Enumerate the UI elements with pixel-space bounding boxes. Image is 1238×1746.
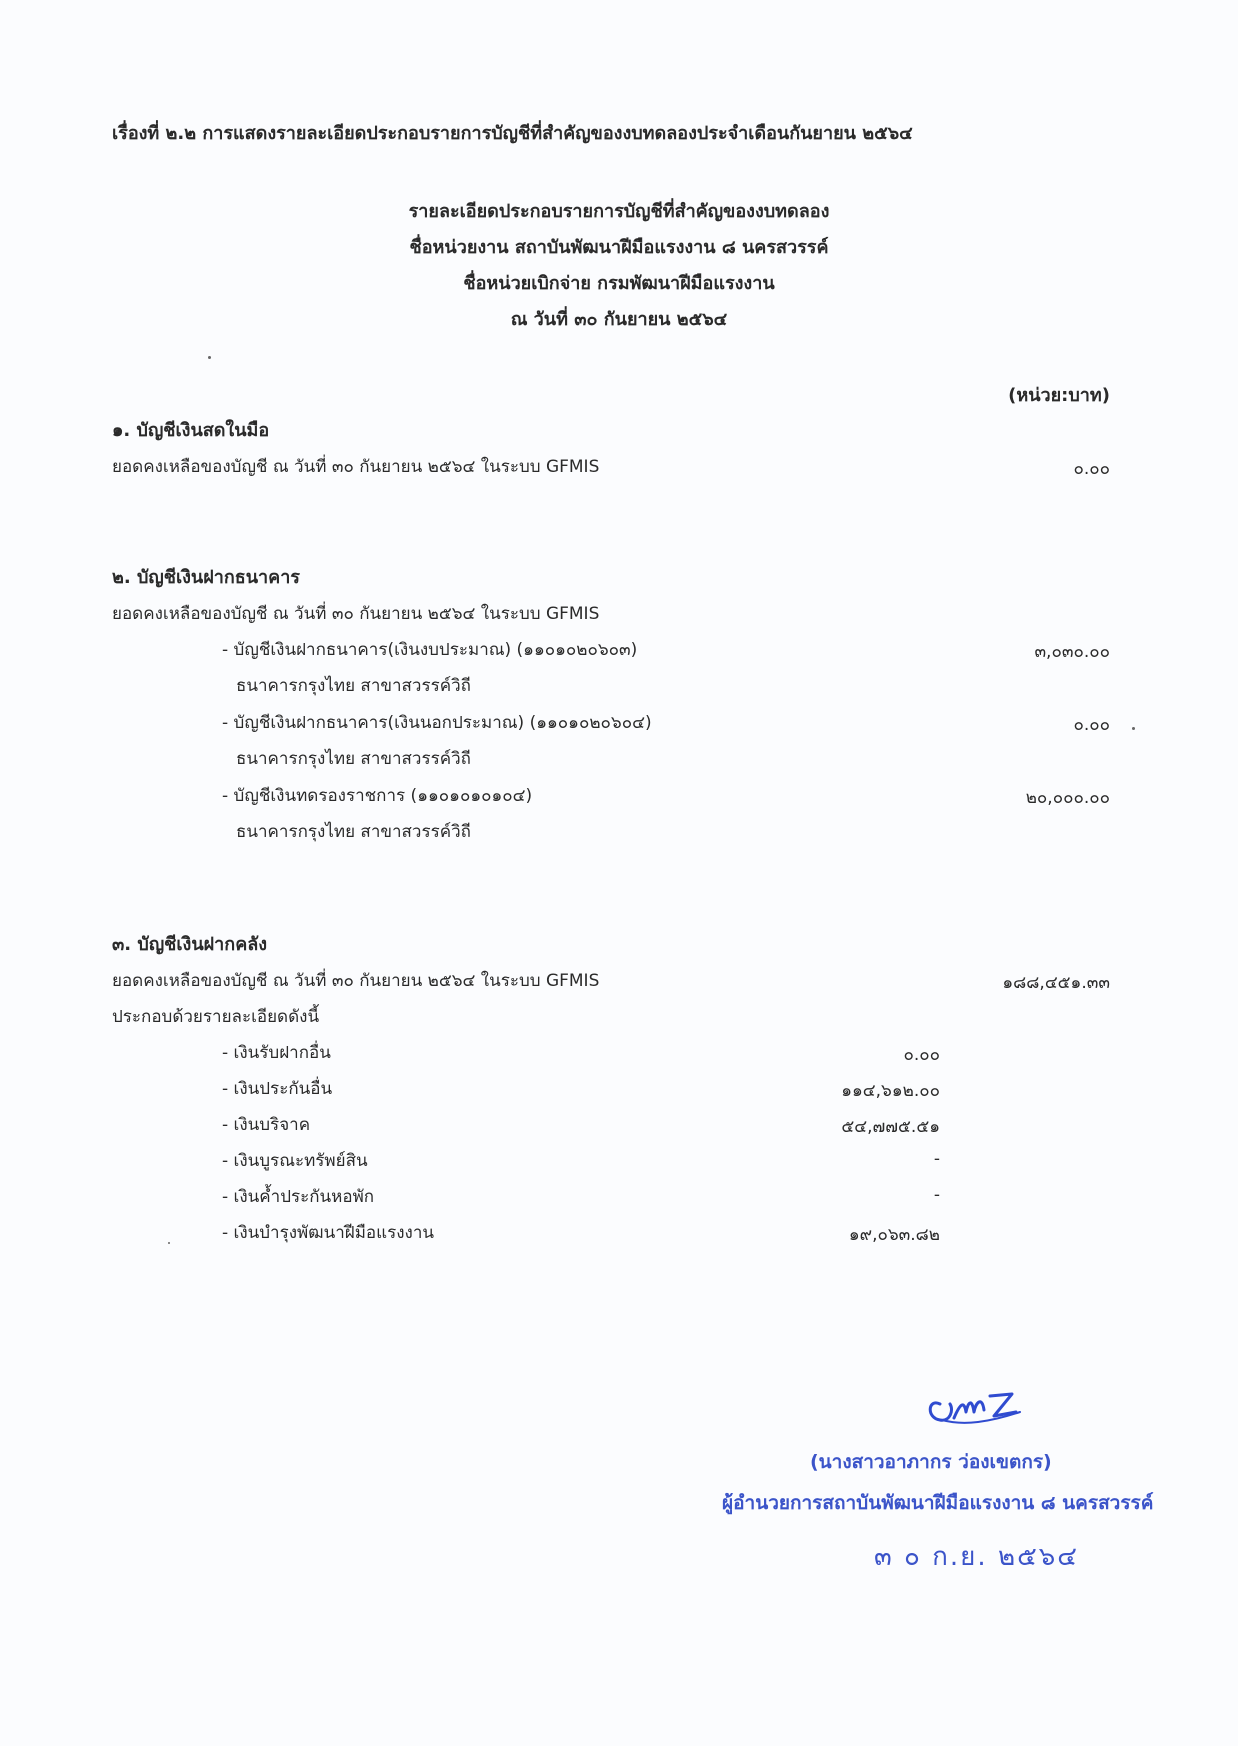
header-title: รายละเอียดประกอบรายการบัญชีที่สำคัญของงบทดลอง [408, 201, 830, 222]
section3-item-value: ๑๙,๐๖๓.๘๒ [848, 1225, 940, 1245]
section2-balance-label: ยอดคงเหลือของบัญชี ณ วันที่ ๓๐ กันยายน ๒๕๖๔ ในระบบ GFMIS [112, 604, 600, 624]
section2-item-value: ๐.๐๐ [1073, 715, 1110, 735]
header-agency: ชื่อหน่วยงาน สถาบันพัฒนาฝีมือแรงงาน ๘ นครสวรรค์ [409, 237, 829, 258]
section3-item-label: - เงินบำรุงพัฒนาฝีมือแรงงาน [222, 1223, 435, 1243]
scan-speck [168, 1242, 170, 1244]
section3-item-value: ๕๔,๗๗๕.๕๑ [841, 1117, 940, 1137]
date-stamp: ๓ ๐ ก.ย. ๒๕๖๔ [874, 1542, 1079, 1572]
section3-balance-label: ยอดคงเหลือของบัญชี ณ วันที่ ๓๐ กันยายน ๒๕๖๔ ในระบบ GFMIS [112, 971, 600, 991]
section2-item-value: ๒๐,๐๐๐.๐๐ [1025, 788, 1110, 808]
section2-title: ๒. บัญชีเงินฝากธนาคาร [112, 567, 300, 588]
section2-item-label: - บัญชีเงินฝากธนาคาร(เงินนอกประมาณ) (๑๑๐๑๐๒๐๖๐๔) [222, 713, 652, 733]
signature-scribble [920, 1382, 1030, 1434]
signature-name: (นางสาวอาภากร ว่องเขตกร) [810, 1451, 1052, 1473]
section3-item-value: ๐.๐๐ [903, 1045, 940, 1065]
section3-item-value: - [933, 1185, 940, 1205]
section3-item-label: - เงินรับฝากอื่น [222, 1043, 331, 1063]
section2-item-value: ๓,๐๓๐.๐๐ [1034, 642, 1110, 662]
header-date: ณ วันที่ ๓๐ กันยายน ๒๕๖๔ [510, 309, 728, 330]
section3-item-label: - เงินประกันอื่น [222, 1079, 333, 1099]
section3-balance-value: ๑๘๘,๔๕๑.๓๓ [1002, 973, 1110, 993]
header-disbursing-unit: ชื่อหน่วยเบิกจ่าย กรมพัฒนาฝีมือแรงงาน [463, 273, 775, 294]
section3-item-label: - เงินค้ำประกันหอพัก [222, 1187, 375, 1207]
section1-balance-value: ๐.๐๐ [1073, 459, 1110, 479]
signature-position: ผู้อำนวยการสถาบันพัฒนาฝีมือแรงงาน ๘ นครสวรรค์ [722, 1492, 1154, 1514]
section1-balance-label: ยอดคงเหลือของบัญชี ณ วันที่ ๓๐ กันยายน ๒๕๖๔ ในระบบ GFMIS [112, 457, 600, 477]
section2-item-bank: ธนาคารกรุงไทย สาขาสวรรค์วิถี [236, 749, 471, 769]
section3-item-label: - เงินบริจาค [222, 1115, 311, 1135]
unit-label: (หน่วย:บาท) [1008, 385, 1110, 406]
section1-title: ๑. บัญชีเงินสดในมือ [112, 420, 270, 441]
section3-item-label: - เงินบูรณะทรัพย์สิน [222, 1151, 368, 1171]
scan-speck [1132, 727, 1135, 730]
section2-item-bank: ธนาคารกรุงไทย สาขาสวรรค์วิถี [236, 676, 471, 696]
scan-speck [208, 356, 211, 359]
section2-item-label: - บัญชีเงินทดรองราชการ (๑๑๐๑๐๑๐๑๐๔) [222, 786, 533, 806]
section3-item-value: ๑๑๔,๖๑๒.๐๐ [841, 1081, 940, 1101]
section2-item-bank: ธนาคารกรุงไทย สาขาสวรรค์วิถี [236, 822, 471, 842]
document-topic: เรื่องที่ ๒.๒ การแสดงรายละเอียดประกอบรายการบัญชีที่สำคัญของงบทดลองประจำเดือนกันยายน ๒๕๖๔ [112, 123, 913, 144]
section3-detail-label: ประกอบด้วยรายละเอียดดังนี้ [112, 1007, 320, 1027]
section3-title: ๓. บัญชีเงินฝากคลัง [112, 934, 268, 955]
section3-item-value: - [933, 1149, 940, 1169]
section2-item-label: - บัญชีเงินฝากธนาคาร(เงินงบประมาณ) (๑๑๐๑๐๒๐๖๐๓) [222, 640, 638, 660]
